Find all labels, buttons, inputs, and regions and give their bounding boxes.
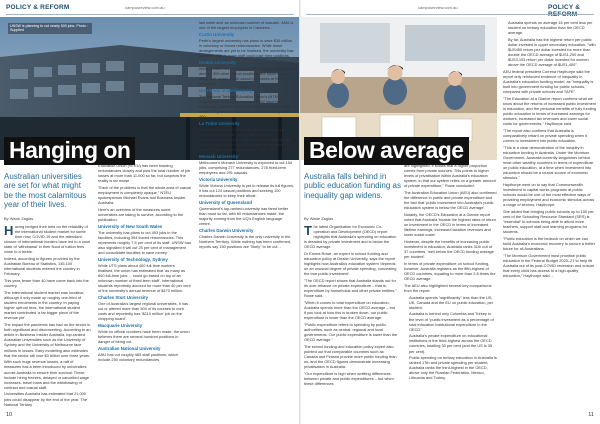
body-paragraph <box>4 224 91 255</box>
subhead: Australian National University <box>98 346 161 352</box>
bullet-list <box>503 20 596 67</box>
body-paragraph: Indeed, according to figures provided by the Australian Bureau of Statistics, 145,100 international students entered the country in February. <box>4 256 80 277</box>
drop-cap: H <box>4 224 14 238</box>
right-column-3 <box>503 20 596 415</box>
body-paragraph: "The Education at a Glance report confirms what we know about the returns of increased public investment in education, and the personal benefits of fully funding public education in terms of increased earnings for workers, increased tax revenues and lower social costs for governments," Haythorpe said. <box>503 95 596 127</box>
subhead: University of Queensland <box>199 200 252 205</box>
subhead: Curtin University <box>199 32 235 38</box>
left-column-3 <box>199 20 295 415</box>
body-paragraph: "Our expenditure is high when omitting differences between private and public expenditures – but when these differences <box>304 371 394 387</box>
body-paragraph: Universities Australia has estimated that 21,000 jobs could disappear by the end of the year. The National Tertiary <box>4 391 87 407</box>
subhead: Victoria University <box>199 177 238 183</box>
site-url[interactable]: campusreview.com.au <box>418 5 458 10</box>
body-paragraph: "The Morrison Government must prioritise public education in the Federal Budget 2020–21 to help lift Australia out of its post-COVID recession and ensure that every child has access to a high-quality education," Haythorpe said. - <box>503 252 595 279</box>
bullet-item: • Australia is behind only Colombia and Turkey in the level of "public investment as a percentage of total education institutional expenditure in the OECD". <box>409 311 497 331</box>
body-paragraph: Dr Emma Rowe, an expert in school funding and education policy at Deakin University, says the report highlights how Australia's education system 'depends on an unusual degree of private spending, concealing the true public investment'. <box>304 251 397 277</box>
bullet-item: • Public spending on tertiary education in Australia is ranked 17th and private spending per student, Australia ranks the third-highest in the OECD, above only the Russian Federation, Mexico, Lithuania and Turkey. <box>409 355 497 380</box>
bullet-item: • By far, Australia has the highest return per public dollar invested in upper secondary education, "with $US450 return per dollar invested for more than double the OECD average of $US1,200 and $US3,193 return per dollar invested for women above the OECD average of $US1,400". <box>508 37 596 68</box>
body-paragraph: While no official numbers have been made, the union believes there are several hundred positions in danger of being cut. <box>98 329 190 345</box>
subhead: Charles Sturt University <box>98 295 149 301</box>
body-paragraph: AEU federal president Correna Haythorpe said the report only reinforced evidence of inequality in Australia's education funding model, as "inequality is built into government funding for public schools, compared with private schools and TAFE". <box>503 68 594 94</box>
left-column-2 <box>98 163 191 410</box>
drop-cap-rest: he latest Organisation for Economic Co-operation and Development (OECD) report highlights that Australia's spending on education is dreaded by private investment and is below the OECD average. <box>304 224 397 250</box>
body-paragraph: "Each of the problems is that the whole area of casual employment is completely opaque," NTEU spokesperson Michael Evans told Business Insider Australia. <box>98 184 191 206</box>
body-paragraph: Haythorpe went on to say that Commonwealth investment in capital works programs at public schools would be one of the most effective ways of providing employment and economic stimulus across a range of sectors, Haythorpe. <box>503 181 595 208</box>
body-paragraph: The international student market was lucrative, although it only made up roughly one-third of student enrolments in the country. In paying higher upfront fees, the international student market contributed 'a far bigger piece of the revenue pie'. <box>4 289 85 321</box>
body-paragraph: While Deakin has announced 400 forced redundancies and cut 300 other casual positions, the union warns it could cost nearly 2,000 casual job losses at the university. <box>199 65 294 87</box>
drop-cap-rest: aving hedged their bets on the reliability of the international student market for some time now, COVID-19 and the attendant closure of international borders have led to a cruel state of 'withdrawal' in their flood of tuition fees close to a trickle. <box>4 224 91 255</box>
body-paragraph: "Public expenditure refers to spending by public authorities, such as central, regional and local governments. Our public expenditure is lower than the OECD average." <box>304 322 398 343</box>
body-paragraph: Queensland's top-ranked university has fared better than most so far, with 60 redundancies made, the majority coming from the UQ's English language centre. <box>199 205 289 226</box>
right-column-2 <box>404 163 497 410</box>
section-label: POLICY & <box>548 4 581 11</box>
body-paragraph: Here's an overview of the measures some universities are taking to survive, according to the publication. <box>98 206 184 223</box>
body-paragraph: One of Australia's largest regional universities, it has cut or altered more than 500 of its courses to curb costs and reportedly has '$210 million' job on the chopping board'. <box>98 301 189 322</box>
body-paragraph: Education Union (NTEU) has been tracking redundancies closely and puts the total number of job losses at more than 11,000 so far, but suspects the reality is far worse. <box>98 163 191 184</box>
body-paragraph: "The OECD report shows that Australia stands out for its over-reliance on private expenditure – that is, expenditure by households and other private entities," Rowe said. <box>304 278 397 299</box>
photo-caption: UNSW is planning to cut nearly 500 jobs. Photo : Supplied <box>8 23 92 34</box>
body-paragraph: This year, fewer than 40 have come back into the country. <box>4 278 89 289</box>
section-label: POLICY & REFORM <box>6 4 70 11</box>
body-paragraph: The National Tertiary Education Union's (NTEU) negotiations to limit job losses at UoW have been successful, with the university announcing it will now make 200 positions redundant rather than the planned 400. <box>199 93 293 120</box>
body-paragraph: Charles Darwin University is the only university in the Northern Territory. While nothing has been confirmed, reports say 150 positions are "likely" to be cut. - <box>199 233 291 249</box>
body-paragraph: The impact the pandemic has had on the sector is both significant and disconcerting. According to an article in Business Insider Australia, top-ranked Australian universities such as the University of Sydney and the University of Melbourne face millions in losses. Early modelling also estimates that the sector will lose $3 billion over three years. <box>4 322 91 358</box>
body-paragraph: The school funding and education policy expert also pointed out that comparable countries such as Canada and Finland provide more public funding than us, and the OECD figures demonstrate increasing privatisation in Australia. <box>304 344 397 370</box>
body-paragraph: While Victoria University is yet to release its full figures, it has cut 124 casual positions and seeking 100 redundancies to keep their afloat. <box>199 182 295 198</box>
body-paragraph: The university has plans to cut 493 jobs in the faculties, including 394 forced redundancies. This represents roughly 7.5 per cent of its staff. UNSW has also signalled it will cut 25 per cent of management and consolidate faculties to save money. <box>98 229 191 256</box>
body-paragraph: The AEU also highlighted several key comparisons from the report: <box>404 283 492 294</box>
body-paragraph: are highlighted, it shows that a higher proportion comes from private sources. This points to higher levels of privatisation within Australia's education system, in that our system relies on a greater amount of private expenditure," Rowe concluded. <box>404 163 496 189</box>
body-paragraph: "The report also confirms that Australia is comparatively reliant on private spending when it comes to investment into public education. <box>503 127 588 144</box>
drop-cap: T <box>304 224 312 238</box>
page-number: 10 <box>6 412 13 418</box>
article-headline: Hanging on <box>4 137 135 165</box>
body-paragraph: "This is a clear demonstration of the inequity in education funding in Australia. Under the Morrison Government, Australia currently languishes behind most other wealthy countries in terms of expenditure on public education, at a time when investment into education should be a crucial source of economic stimulus." <box>503 144 594 181</box>
article-headline: Below average <box>304 137 469 165</box>
header-rule <box>306 14 594 15</box>
body-paragraph: She added that bringing public schools up to 100 per cent of the Schooling Resource Standard (SRS) is "essential" to schools being able to afford more teachers, support staff and learning programs for students. <box>503 209 594 235</box>
body-paragraph: "When it comes to total expenditure on education, Australia spends more than the OECD average – but if you look at how this is broken down, our public expenditure is lower than the OECD average. <box>304 300 396 321</box>
body-paragraph: While UTS plans about 400 full-time workers finalised, the union has estimated that 'as many as 600 full-time jobs ... could go based on top of an unknown number of fixed-term staff'. International students reportedly account for more than 40 per cent of the university's annual revenue of $470 million. <box>98 262 191 294</box>
body-paragraph: "Public education is the bedrock on which we can build Australia's economic recovery to secure a better future for all Australians. <box>503 236 596 252</box>
page-number: 11 <box>588 412 594 418</box>
body-paragraph: In terms of private expenditure on school funding, however, Australia registers as the fifth-highest of OECD countries, equating to more than 2.8 times the OECD average. <box>404 261 496 282</box>
subhead: University of Technology, Sydney <box>98 257 168 263</box>
byline: By Wade Zaglas <box>304 216 334 221</box>
right-page <box>300 0 600 424</box>
header-rule <box>6 14 294 15</box>
body-paragraph: The Australian Education Union (AEU) also confirmed the difference in public and private expenditure and the fact that 'public investment into Australia's public education system is below the OECD average'. <box>404 190 497 211</box>
body-paragraph: last week and 'an unknown number of casuals'. ANU is one of the largest employers in Canberra. <box>199 20 294 31</box>
article-deck: Australian universities are set for what might be the most calamitous year of their lives. <box>4 172 87 210</box>
body-paragraph <box>304 224 398 249</box>
bullet-item: • Australia spends "significantly" less than the US, UK, Canada and the EU on public education, per student. <box>409 295 497 310</box>
subhead: Charles Darwin University <box>199 227 254 233</box>
right-column-1 <box>304 224 398 410</box>
bullet-item: • Australia spends on average 16 per cent less per student on tertiary education than the OECD average. <box>508 20 596 35</box>
body-paragraph: Perth's largest university has plans to save $30 million in voluntary or forced redundancies. While these arrangements are yet to be finalised, the university has indicated 250 or more staff could lose their positions. <box>199 37 294 59</box>
site-url[interactable]: campusreview.com.au <box>125 5 165 10</box>
body-paragraph: Melbourne's Monash University is expected to cut 154 jobs, comprising 277 redundancies, 278 fixed-term employees and 291 casuals. <box>199 159 293 176</box>
article-deck: Australia falls behind in public education funding as inequality gap widens. <box>304 172 401 200</box>
bullet-item: • Australia's private expenditure on educational institutions is the third-highest across the OECD countries, totalling 30 per cent (and the US is 35 per cent). <box>409 333 497 353</box>
subhead: University of Wollongong <box>199 88 253 94</box>
body-paragraph: Notably, the OECD's Education at a Glance report noted that Australia 'boasts the highest rates of return on investment in the OECD in terms of increased lifetime earnings, increased taxation revenues and lower social costs'. <box>404 212 497 238</box>
subhead: Macquarie University <box>98 323 143 329</box>
subhead: La Trobe University <box>199 121 240 127</box>
body-paragraph: With such huge revenue losses, a raft of measures has a been introduced by universities across Australia to ensure their survival. These include hiring freezes, delayed or cancelled wage increases, travel bans and the withdrawing of contract and casual staff. <box>4 359 89 390</box>
body-paragraph: The union knows of 2,358 casual job losses at La Trobe. On top of that, nearly 400 voluntary redundancies have been made, the equivalent of 300 full-time roles, while those on a pipeline between 2% and 451 more positions expected to go. <box>199 126 291 153</box>
body-paragraph: However, despite the benefits of increasing public investment in education, Australia ranks 31th out of 37 countries, 'well below the OECD funding average per student'. <box>404 239 494 260</box>
left-column-1 <box>4 224 91 410</box>
subhead: University of New South Wales <box>98 224 163 230</box>
bullet-list <box>404 295 497 381</box>
subhead: Deakin University <box>199 60 236 66</box>
byline: By Wade Zaglas <box>4 216 34 221</box>
body-paragraph: ANU has cut roughly 465 staff positions, which include 250 voluntary redundancies <box>98 351 179 362</box>
subhead: Monash University <box>199 154 239 160</box>
